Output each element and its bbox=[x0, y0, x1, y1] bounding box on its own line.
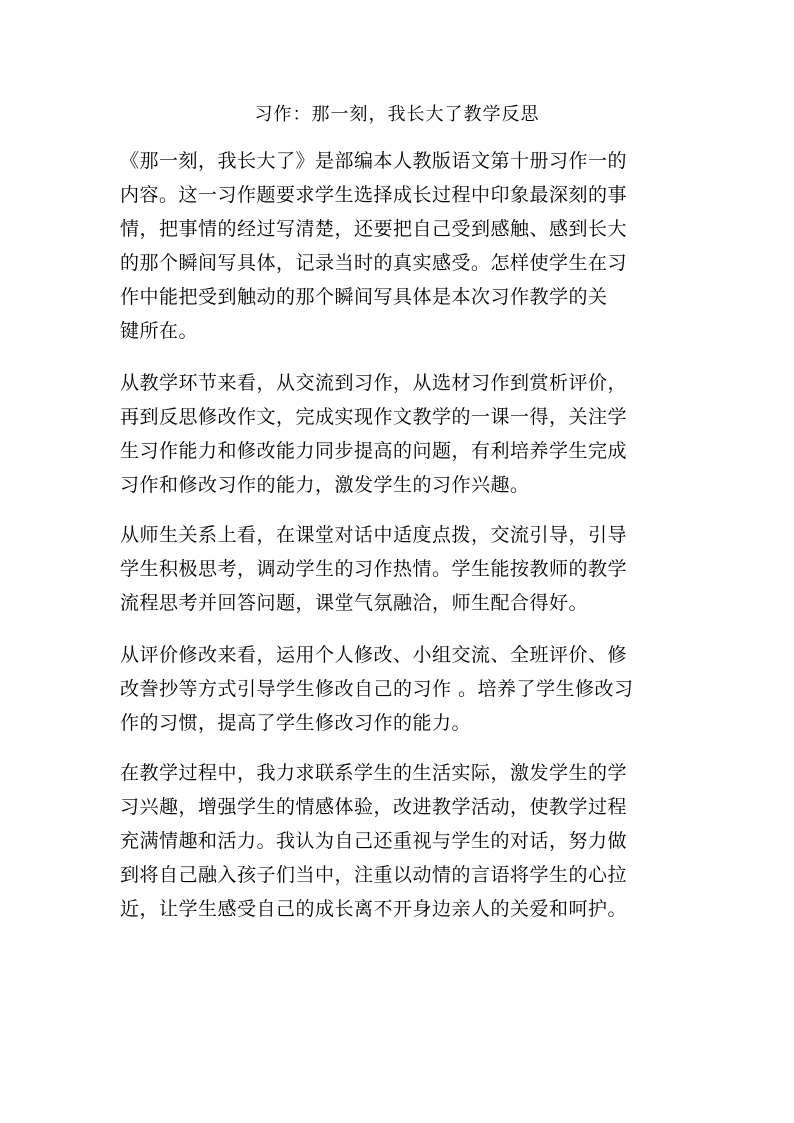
body-line: 习作和修改习作的能力，激发学生的习作兴趣。 bbox=[120, 474, 530, 496]
body-line: 情，把事情的经过写清楚，还要把自己受到感触、感到长大 bbox=[120, 218, 628, 240]
body-line: 充满情趣和活力。我认为自己还重视与学生的对话，努力做 bbox=[120, 830, 628, 852]
body-line: 近，让学生感受自己的成长离不开身边亲人的关爱和呵护。 bbox=[120, 898, 628, 920]
body-line: 流程思考并回答问题，课堂气氛融洽，师生配合得好。 bbox=[120, 592, 589, 614]
body-line: 从师生关系上看，在课堂对话中适度点拨，交流引导，引导 bbox=[120, 524, 628, 546]
document-title: 习作：那一刻，我长大了教学反思 bbox=[254, 104, 540, 125]
body-line: 内容。这一习作题要求学生选择成长过程中印象最深刻的事 bbox=[120, 184, 628, 206]
body-line: 改誊抄等方式引导学生修改自己的习作 。培养了学生修改习 bbox=[120, 678, 634, 700]
body-line: 从教学环节来看，从交流到习作，从选材习作到赏析评价， bbox=[120, 372, 628, 394]
body-line: 学生积极思考，调动学生的习作热情。学生能按教师的教学 bbox=[120, 558, 628, 580]
body-line: 作中能把受到触动的那个瞬间写具体是本次习作教学的关 bbox=[120, 286, 608, 308]
body-line: 在教学过程中，我力求联系学生的生活实际，激发学生的学 bbox=[120, 762, 628, 784]
body-line: 从评价修改来看，运用个人修改、小组交流、全班评价、修 bbox=[120, 644, 628, 666]
body-line: 习兴趣，增强学生的情感体验，改进教学活动，使教学过程 bbox=[120, 796, 628, 818]
body-line: 的那个瞬间写具体，记录当时的真实感受。怎样使学生在习 bbox=[120, 252, 628, 274]
body-line: 再到反思修改作文，完成实现作文教学的一课一得，关注学 bbox=[120, 406, 628, 428]
body-line: 键所在。 bbox=[120, 320, 199, 342]
body-line: 作的习惯，提高了学生修改习作的能力。 bbox=[120, 712, 472, 734]
body-line: 《那一刻，我长大了》是部编本人教版语文第十册习作一的 bbox=[120, 150, 628, 172]
body-line: 到将自己融入孩子们当中，注重以动情的言语将学生的心拉 bbox=[120, 864, 628, 886]
body-line: 生习作能力和修改能力同步提高的问题，有利培养学生完成 bbox=[120, 440, 628, 462]
